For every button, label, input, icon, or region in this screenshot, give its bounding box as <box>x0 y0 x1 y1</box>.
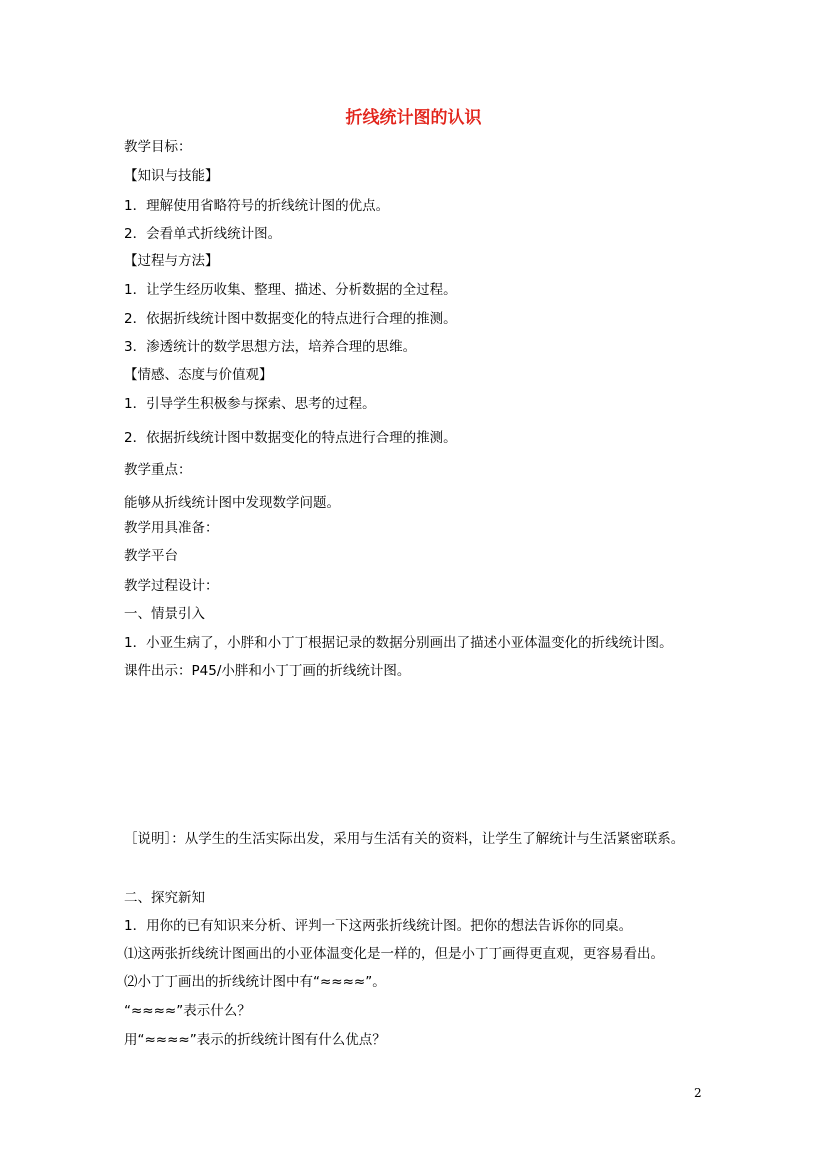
text-line: 1．小亚生病了，小胖和小丁丁根据记录的数据分别画出了描述小亚体温变化的折线统计图。 <box>124 635 673 651</box>
text-line: 教学用具准备： <box>124 520 219 536</box>
note-paragraph: ［说明］：从学生的生活实际出发，采用与生活有关的资料，让学生了解统计与生活紧密联系。 <box>124 831 685 847</box>
text-line: 1．用你的已有知识来分析、评判一下这两张折线统计图。把你的想法告诉你的同桌。 <box>124 918 633 934</box>
text-line: 教学目标： <box>124 139 192 155</box>
page-number: 2 <box>694 1086 702 1100</box>
text-line: 3．渗透统计的数学思想方法，培养合理的思维。 <box>124 339 417 355</box>
text-line: 1．理解使用省略符号的折线统计图的优点。 <box>124 198 390 214</box>
text-line: 2．依据折线统计图中数据变化的特点进行合理的推测。 <box>124 311 457 327</box>
text-line: 课件出示：P45/小胖和小丁丁画的折线统计图。 <box>124 663 411 679</box>
section-heading: 【过程与方法】 <box>124 253 219 269</box>
text-line: 用“≈≈≈≈”表示的折线统计图有什么优点？ <box>124 1032 386 1048</box>
text-line: 2．依据折线统计图中数据变化的特点进行合理的推测。 <box>124 430 457 446</box>
text-line: 教学平台 <box>124 548 178 564</box>
text-line: 教学重点： <box>124 462 192 478</box>
text-line: 1．让学生经历收集、整理、描述、分析数据的全过程。 <box>124 282 457 298</box>
section-heading: 【知识与技能】 <box>124 168 219 184</box>
text-line: 教学过程设计： <box>124 578 219 594</box>
text-line: 能够从折线统计图中发现数学问题。 <box>124 495 340 511</box>
text-line: 1．引导学生积极参与探索、思考的过程。 <box>124 396 376 412</box>
text-line: “≈≈≈≈”表示什么？ <box>124 1003 251 1019</box>
text-line: ⑵小丁丁画出的折线统计图中有“≈≈≈≈”。 <box>124 974 386 990</box>
text-line: 二、探究新知 <box>124 890 205 906</box>
document-title: 折线统计图的认识 <box>345 108 482 128</box>
text-line: ⑴这两张折线统计图画出的小亚体温变化是一样的，但是小丁丁画得更直观，更容易看出。 <box>124 946 664 962</box>
section-heading: 【情感、态度与价值观】 <box>124 367 273 383</box>
text-line: 一、情景引入 <box>124 606 205 622</box>
text-line: 2．会看单式折线统计图。 <box>124 226 282 242</box>
